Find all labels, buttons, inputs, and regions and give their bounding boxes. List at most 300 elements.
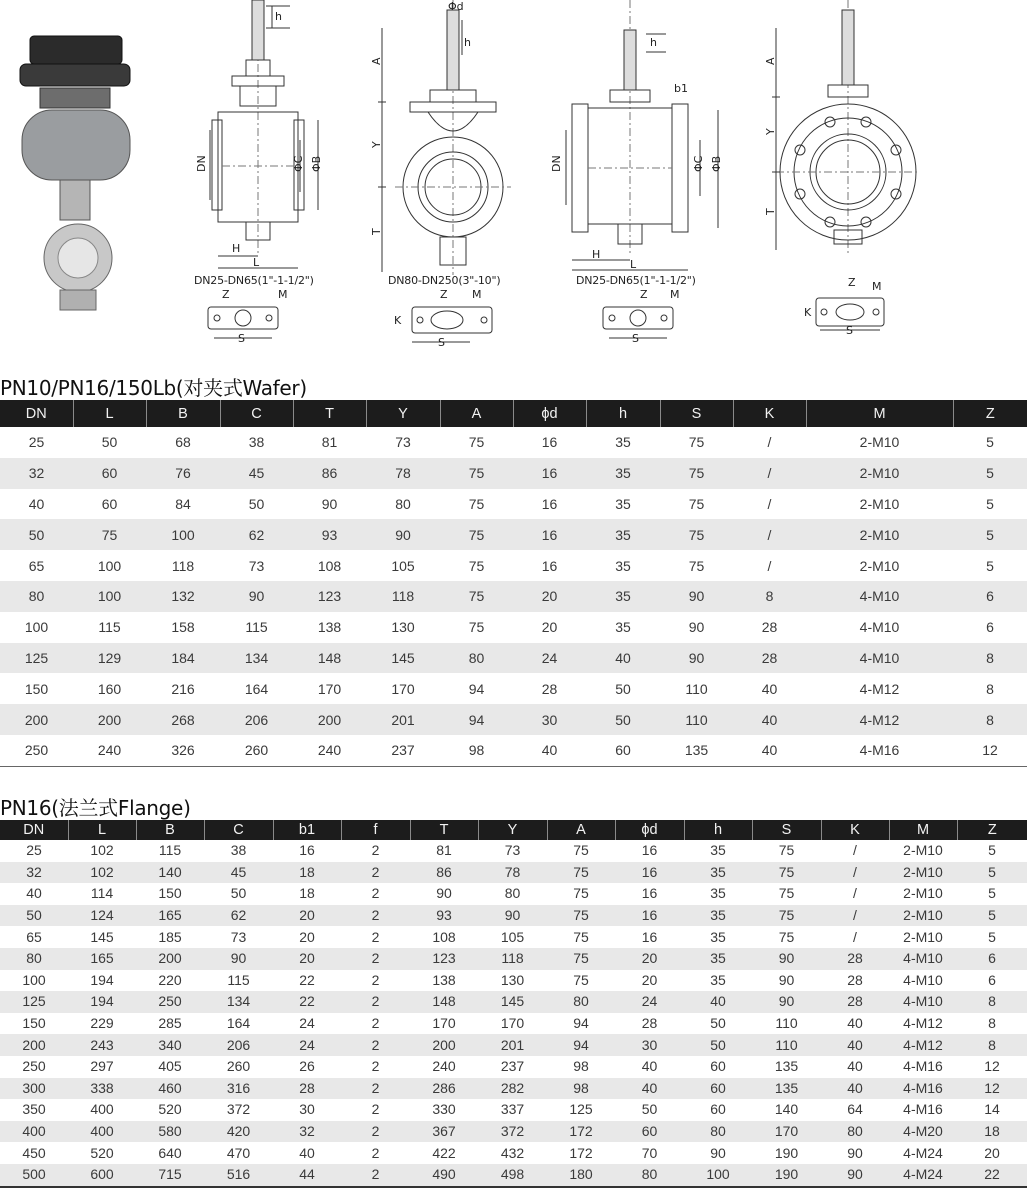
table-cell: 2 bbox=[341, 905, 410, 927]
table-cell: 80 bbox=[615, 1164, 684, 1187]
table-cell: 330 bbox=[432, 1101, 456, 1118]
table-cell: 73 bbox=[248, 557, 265, 574]
table-cell: 405 bbox=[158, 1058, 182, 1075]
table-cell: 520 bbox=[90, 1144, 114, 1161]
column-header: Z bbox=[957, 820, 1027, 840]
label-S-1: S bbox=[238, 332, 245, 345]
table-cell: 185 bbox=[158, 928, 182, 945]
label-Z-2: Z bbox=[440, 288, 448, 301]
table-cell: 50 bbox=[0, 905, 68, 927]
wafer-large-front-view bbox=[378, 0, 511, 275]
table-cell: 6 bbox=[953, 581, 1027, 612]
table-cell: 22 bbox=[299, 971, 315, 988]
table-cell: 4-M16 bbox=[903, 1101, 943, 1118]
table-cell: 400 bbox=[90, 1101, 114, 1118]
table-cell: 316 bbox=[204, 1078, 273, 1100]
table-cell: 172 bbox=[569, 1144, 593, 1161]
table-cell: 460 bbox=[136, 1078, 204, 1100]
table-cell: 38 bbox=[230, 842, 247, 859]
table-cell: 8 bbox=[953, 704, 1027, 735]
table-row bbox=[0, 643, 1027, 674]
table-row bbox=[0, 1099, 1027, 1121]
label-h-3: h bbox=[650, 36, 657, 49]
table-cell: 75 bbox=[547, 862, 615, 884]
table-cell: 93 bbox=[293, 519, 366, 550]
table-cell: 470 bbox=[226, 1144, 251, 1161]
table-cell: 30 bbox=[299, 1101, 315, 1118]
table-row bbox=[0, 905, 1027, 927]
column-header: B bbox=[136, 820, 204, 840]
table-cell: 75 bbox=[468, 434, 485, 451]
label-Z-1: Z bbox=[222, 288, 230, 301]
table-cell: 28 bbox=[761, 619, 778, 636]
column-header: b1 bbox=[273, 820, 341, 840]
table-cell: 110 bbox=[685, 680, 708, 697]
flange-table-title: PN16(法兰式Flange) bbox=[0, 796, 191, 820]
table-cell: 16 bbox=[513, 458, 586, 489]
table-cell: 20 bbox=[615, 948, 684, 970]
table-cell: 4-M20 bbox=[889, 1121, 957, 1143]
table-cell: 16 bbox=[615, 905, 684, 927]
table-cell: 98 bbox=[468, 742, 485, 759]
table-cell: 81 bbox=[436, 842, 452, 859]
flange-dimension-table bbox=[0, 820, 1027, 1188]
table-cell: 45 bbox=[204, 862, 273, 884]
table-cell: 6 bbox=[986, 619, 994, 636]
table-cell: 8 bbox=[957, 1034, 1027, 1056]
table-cell: 80 bbox=[0, 948, 68, 970]
table-cell: 75 bbox=[752, 862, 821, 884]
table-cell: 50 bbox=[586, 704, 660, 735]
table-cell: 94 bbox=[440, 704, 513, 735]
table-cell: 110 bbox=[752, 1034, 821, 1056]
table-cell: 45 bbox=[220, 458, 293, 489]
table-cell: 4-M12 bbox=[889, 1034, 957, 1056]
table-cell: 5 bbox=[986, 495, 994, 512]
label-phib-1: ΦB bbox=[310, 155, 323, 172]
column-header: DN bbox=[0, 820, 68, 840]
table-cell: 100 bbox=[684, 1164, 752, 1187]
label-h-2: h bbox=[464, 36, 471, 49]
table-cell: 135 bbox=[752, 1078, 821, 1100]
table-cell: 12 bbox=[957, 1078, 1027, 1100]
table-cell: 16 bbox=[641, 928, 658, 945]
table-cell: 140 bbox=[774, 1101, 799, 1118]
table-cell: 18 bbox=[273, 862, 341, 884]
table-cell: 337 bbox=[500, 1101, 525, 1118]
table-cell: 76 bbox=[146, 458, 220, 489]
label-K-2: K bbox=[394, 314, 402, 327]
table-cell: 140 bbox=[136, 862, 204, 884]
table-cell: 108 bbox=[317, 557, 342, 574]
table-cell: 240 bbox=[97, 742, 122, 759]
table-cell: 5 bbox=[988, 885, 996, 902]
table-cell: 130 bbox=[500, 971, 525, 988]
table-cell: 220 bbox=[158, 971, 182, 988]
label-K-4: K bbox=[804, 306, 812, 319]
table-cell: 40 bbox=[615, 1078, 684, 1100]
table-cell: 16 bbox=[541, 434, 558, 451]
table-cell: 2 bbox=[371, 842, 380, 859]
table-cell: 75 bbox=[547, 905, 615, 927]
table-row bbox=[0, 1142, 1027, 1164]
table-cell: 367 bbox=[410, 1121, 478, 1143]
table-cell: 40 bbox=[541, 742, 558, 759]
table-row bbox=[0, 926, 1027, 948]
table-cell: 20 bbox=[273, 905, 341, 927]
table-cell: 194 bbox=[90, 971, 114, 988]
table-cell: 75 bbox=[573, 928, 589, 945]
table-cell: 206 bbox=[220, 704, 293, 735]
table-cell: 2 bbox=[341, 862, 410, 884]
label-S-4: S bbox=[846, 324, 853, 337]
table-cell: 200 bbox=[136, 948, 204, 970]
table-cell: 2 bbox=[371, 971, 380, 988]
table-cell: 148 bbox=[410, 991, 478, 1013]
table-cell: 450 bbox=[22, 1144, 46, 1161]
table-cell: 50 bbox=[710, 1015, 726, 1032]
table-cell: 93 bbox=[410, 905, 478, 927]
table-cell: 135 bbox=[774, 1058, 799, 1075]
table-cell: 90 bbox=[688, 619, 705, 636]
table-cell: 75 bbox=[688, 434, 705, 451]
label-dn-3: DN bbox=[550, 155, 563, 172]
table-cell: 190 bbox=[752, 1164, 821, 1187]
table-cell: 118 bbox=[366, 581, 440, 612]
table-cell: 229 bbox=[90, 1015, 114, 1032]
table-cell: 372 bbox=[226, 1101, 251, 1118]
table-cell: 580 bbox=[136, 1121, 204, 1143]
table-cell: 86 bbox=[293, 458, 366, 489]
table-cell: 28 bbox=[847, 971, 863, 988]
table-cell: 110 bbox=[775, 1015, 798, 1032]
table-cell: 75 bbox=[573, 971, 589, 988]
label-dn-1: DN bbox=[195, 155, 208, 172]
label-phib-3: ΦB bbox=[710, 155, 723, 172]
label-L-1: L bbox=[253, 256, 260, 269]
table-cell: 2 bbox=[371, 928, 380, 945]
table-cell: 73 bbox=[230, 928, 247, 945]
table-cell: 90 bbox=[710, 1144, 726, 1161]
table-cell: 2-M10 bbox=[889, 905, 957, 927]
table-cell: 32 bbox=[0, 862, 68, 884]
table-cell: 60 bbox=[684, 1078, 752, 1100]
technical-drawings bbox=[0, 0, 1029, 365]
table-cell: 90 bbox=[478, 905, 547, 927]
table-cell: 81 bbox=[321, 434, 338, 451]
table-cell: 340 bbox=[136, 1034, 204, 1056]
table-cell: 62 bbox=[204, 905, 273, 927]
table-cell: 90 bbox=[366, 519, 440, 550]
table-cell: 125 bbox=[569, 1101, 593, 1118]
table-cell: 24 bbox=[299, 1015, 315, 1032]
table-cell: 75 bbox=[660, 519, 733, 550]
table-cell: 498 bbox=[478, 1164, 547, 1187]
table-cell: 134 bbox=[220, 643, 293, 674]
table-cell: 90 bbox=[821, 1164, 889, 1187]
table-cell: / bbox=[767, 434, 772, 451]
table-cell: 8 bbox=[988, 1015, 996, 1032]
label-Z-3: Z bbox=[640, 288, 648, 301]
table-cell: 145 bbox=[90, 928, 114, 945]
table-cell: 400 bbox=[0, 1121, 68, 1143]
table-cell: 73 bbox=[504, 842, 521, 859]
table-cell: 16 bbox=[299, 842, 315, 859]
table-cell: 2 bbox=[371, 885, 380, 902]
flange-table-body bbox=[0, 840, 1027, 1187]
table-cell: 4-M10 bbox=[889, 991, 957, 1013]
label-b1-3: b1 bbox=[674, 82, 688, 95]
table-cell: 129 bbox=[73, 643, 146, 674]
table-cell: 640 bbox=[158, 1144, 182, 1161]
flange-small-side-view bbox=[566, 0, 718, 270]
table-cell: 25 bbox=[26, 842, 42, 859]
table-cell: 5 bbox=[953, 458, 1027, 489]
table-cell: 84 bbox=[175, 495, 191, 512]
table-cell: 12 bbox=[982, 742, 998, 759]
table-cell: 35 bbox=[586, 581, 660, 612]
table-cell: 250 bbox=[136, 991, 204, 1013]
table-cell: 285 bbox=[158, 1015, 182, 1032]
table-cell: 170 bbox=[752, 1121, 821, 1143]
label-S-2: S bbox=[438, 336, 445, 349]
table-cell: 4-M16 bbox=[859, 742, 900, 759]
table-cell: 6 bbox=[988, 971, 996, 988]
table-cell: 65 bbox=[28, 557, 45, 574]
table-cell: 26 bbox=[299, 1058, 315, 1075]
table-cell: 24 bbox=[615, 991, 684, 1013]
table-cell: 268 bbox=[146, 704, 220, 735]
table-row bbox=[0, 489, 1027, 520]
table-cell: 2 bbox=[341, 1121, 410, 1143]
table-cell: 2-M10 bbox=[859, 434, 900, 451]
caption-wafer-large: DN80-DN250(3"-10") bbox=[388, 274, 501, 287]
table-cell: 260 bbox=[244, 742, 269, 759]
table-cell: 180 bbox=[547, 1164, 615, 1187]
column-header: T bbox=[293, 400, 366, 427]
table-cell: 100 bbox=[22, 971, 46, 988]
table-cell: 4-M10 bbox=[889, 948, 957, 970]
table-cell: 130 bbox=[391, 619, 415, 636]
table-cell: 6 bbox=[957, 948, 1027, 970]
table-row bbox=[0, 550, 1027, 581]
column-header: C bbox=[220, 400, 293, 427]
table-cell: 35 bbox=[684, 905, 752, 927]
table-cell: 102 bbox=[90, 842, 114, 859]
table-cell: 115 bbox=[245, 619, 268, 636]
table-row bbox=[0, 1013, 1027, 1035]
table-cell: 5 bbox=[953, 519, 1027, 550]
table-cell: / bbox=[821, 905, 889, 927]
label-M-1: M bbox=[278, 288, 288, 301]
table-cell: 40 bbox=[684, 991, 752, 1013]
table-cell: 2-M10 bbox=[903, 885, 943, 902]
label-T-4: T bbox=[764, 208, 777, 215]
table-cell: 40 bbox=[847, 1058, 863, 1075]
table-cell: 40 bbox=[733, 704, 806, 735]
table-row bbox=[0, 883, 1027, 905]
table-cell: 500 bbox=[0, 1164, 68, 1187]
table-cell: 65 bbox=[26, 928, 42, 945]
column-header: h bbox=[684, 820, 752, 840]
table-cell: 2 bbox=[371, 1015, 380, 1032]
table-cell: 60 bbox=[710, 1058, 726, 1075]
label-phic-3: ΦC bbox=[692, 155, 705, 172]
label-A-2: A bbox=[370, 57, 383, 65]
table-cell: 138 bbox=[317, 619, 342, 636]
wafer-small-side-view bbox=[210, 0, 318, 268]
table-cell: 170 bbox=[391, 680, 415, 697]
table-cell: 75 bbox=[688, 495, 705, 512]
table-cell: 400 bbox=[68, 1121, 136, 1143]
table-cell: 98 bbox=[573, 1058, 589, 1075]
table-cell: 16 bbox=[541, 557, 558, 574]
table-cell: 75 bbox=[778, 928, 795, 945]
table-cell: 35 bbox=[615, 557, 631, 574]
table-cell: 18 bbox=[299, 885, 315, 902]
table-cell: 22 bbox=[273, 991, 341, 1013]
table-cell: 240 bbox=[432, 1058, 456, 1075]
table-cell: / bbox=[853, 885, 857, 902]
table-row bbox=[0, 735, 1027, 766]
table-cell: 32 bbox=[0, 458, 73, 489]
table-cell: 237 bbox=[500, 1058, 525, 1075]
table-row bbox=[0, 519, 1027, 550]
table-cell: 5 bbox=[988, 842, 996, 859]
table-cell: 8 bbox=[953, 643, 1027, 674]
table-cell: 2 bbox=[371, 1058, 380, 1075]
table-cell: 75 bbox=[440, 519, 513, 550]
label-M-2: M bbox=[472, 288, 482, 301]
table-cell: 4-M10 bbox=[859, 619, 900, 636]
table-cell: 4-M12 bbox=[859, 680, 900, 697]
table-cell: 86 bbox=[410, 862, 478, 884]
table-cell: 338 bbox=[68, 1078, 136, 1100]
table-cell: 20 bbox=[299, 928, 315, 945]
table-cell: 80 bbox=[504, 885, 521, 902]
column-header: S bbox=[752, 820, 821, 840]
table-cell: 432 bbox=[500, 1144, 525, 1161]
table-cell: 75 bbox=[440, 458, 513, 489]
table-cell: 115 bbox=[158, 842, 182, 859]
table-cell: 78 bbox=[366, 458, 440, 489]
table-cell: 165 bbox=[68, 948, 136, 970]
table-cell: 60 bbox=[73, 458, 146, 489]
table-row bbox=[0, 1121, 1027, 1143]
table-cell: 40 bbox=[641, 1058, 658, 1075]
table-cell: 28 bbox=[541, 680, 558, 697]
valve-photo bbox=[20, 36, 130, 310]
table-cell: 100 bbox=[73, 581, 146, 612]
table-cell: 2 bbox=[341, 1164, 410, 1187]
table-cell: 14 bbox=[984, 1101, 1000, 1118]
table-row bbox=[0, 970, 1027, 992]
table-cell: 78 bbox=[478, 862, 547, 884]
table-cell: 80 bbox=[821, 1121, 889, 1143]
table-cell: 35 bbox=[615, 434, 631, 451]
table-cell: 2 bbox=[371, 1101, 380, 1118]
table-cell: 90 bbox=[321, 495, 338, 512]
table-cell: 201 bbox=[478, 1034, 547, 1056]
table-cell: 158 bbox=[171, 619, 195, 636]
table-cell: 35 bbox=[710, 971, 726, 988]
label-phic-1: ΦC bbox=[292, 155, 305, 172]
table-cell: 25 bbox=[28, 434, 45, 451]
label-T-2: T bbox=[370, 228, 383, 235]
table-row bbox=[0, 1078, 1027, 1100]
table-cell: 60 bbox=[615, 742, 631, 759]
wafer-header-row bbox=[0, 400, 1027, 427]
table-cell: 90 bbox=[204, 948, 273, 970]
label-Y-4: Y bbox=[764, 128, 777, 135]
label-phid-2: Φd bbox=[448, 0, 464, 13]
table-cell: 40 bbox=[847, 1015, 863, 1032]
table-cell: 2 bbox=[341, 1078, 410, 1100]
table-cell: 60 bbox=[615, 1121, 684, 1143]
column-header: ϕd bbox=[513, 400, 586, 427]
table-cell: 100 bbox=[24, 619, 49, 636]
table-cell: 243 bbox=[68, 1034, 136, 1056]
table-cell: 114 bbox=[90, 885, 114, 902]
table-cell: 372 bbox=[478, 1121, 547, 1143]
table-cell: 98 bbox=[547, 1078, 615, 1100]
table-cell: 40 bbox=[821, 1034, 889, 1056]
table-cell: 105 bbox=[500, 928, 525, 945]
table-row bbox=[0, 840, 1027, 862]
table-cell: 75 bbox=[573, 885, 589, 902]
table-cell: 123 bbox=[410, 948, 478, 970]
table-cell: 134 bbox=[204, 991, 273, 1013]
table-cell: 250 bbox=[24, 742, 49, 759]
table-cell: 4-M10 bbox=[806, 581, 953, 612]
table-cell: 18 bbox=[957, 1121, 1027, 1143]
table-cell: 28 bbox=[821, 948, 889, 970]
table-cell: 4-M16 bbox=[889, 1078, 957, 1100]
table-cell: 300 bbox=[0, 1078, 68, 1100]
caption-wafer-small: DN25-DN65(1"-1-1/2") bbox=[194, 274, 314, 287]
table-cell: 4-M10 bbox=[903, 971, 943, 988]
column-header: B bbox=[146, 400, 220, 427]
table-cell: 115 bbox=[227, 971, 250, 988]
table-cell: 8 bbox=[957, 991, 1027, 1013]
table-cell: 237 bbox=[391, 742, 415, 759]
table-cell: 5 bbox=[957, 905, 1027, 927]
table-cell: 206 bbox=[204, 1034, 273, 1056]
table-cell: 40 bbox=[761, 680, 778, 697]
table-cell: 35 bbox=[684, 948, 752, 970]
table-cell: 125 bbox=[0, 991, 68, 1013]
table-cell: 124 bbox=[68, 905, 136, 927]
column-header: S bbox=[660, 400, 733, 427]
label-M-3: M bbox=[670, 288, 680, 301]
table-cell: 170 bbox=[317, 680, 342, 697]
table-cell: 90 bbox=[436, 885, 452, 902]
label-M-4: M bbox=[872, 280, 882, 293]
table-cell: 50 bbox=[684, 1034, 752, 1056]
table-cell: 60 bbox=[710, 1101, 726, 1118]
table-cell: 40 bbox=[586, 643, 660, 674]
table-cell: 5 bbox=[957, 862, 1027, 884]
table-cell: 90 bbox=[847, 1144, 863, 1161]
table-cell: / bbox=[767, 495, 772, 512]
table-cell: 75 bbox=[73, 519, 146, 550]
table-cell: 2 bbox=[341, 991, 410, 1013]
table-row bbox=[0, 427, 1027, 458]
table-cell: 240 bbox=[317, 742, 342, 759]
column-header: A bbox=[440, 400, 513, 427]
table-cell: 50 bbox=[230, 885, 247, 902]
label-h-1: h bbox=[275, 10, 282, 23]
